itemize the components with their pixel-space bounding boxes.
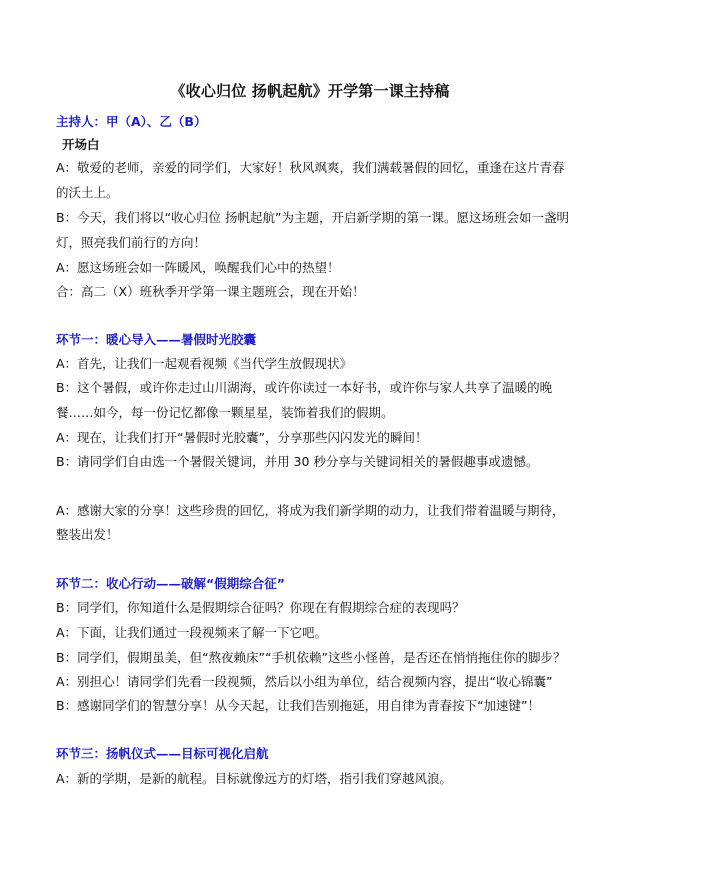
opening-line: A：敬爱的老师，亲爱的同学们，大家好！秋风飒爽，我们满载暑假的回忆，重逢在这片青春 <box>56 160 565 175</box>
opening-line: A：愿这场班会如一阵暖风，唤醒我们心中的热望！ <box>56 260 340 275</box>
opening-heading: 开场白 <box>62 137 100 152</box>
section2-line: A：下面，让我们通过一段视频来了解一下它吧。 <box>56 625 328 640</box>
section1-line: 整装出发！ <box>56 527 119 542</box>
section1-line: A：感谢大家的分享！这些珍贵的回忆，将成为我们新学期的动力，让我们带着温暖与期待， <box>56 503 565 518</box>
hosts-line: 主持人：甲（A）、乙（B） <box>56 114 207 129</box>
section1-heading: 环节一：暖心导入——暑假时光胶囊 <box>56 332 257 347</box>
section1-line: B：这个暑假，或许你走过山川湖海，或许你读过一本好书，或许你与家人共享了温暖的晚 <box>56 380 553 395</box>
section2-line: B：感谢同学们的智慧分享！从今天起，让我们告别拖延，用自律为青春按下“加速键”！ <box>56 698 541 713</box>
opening-line: 灯，照亮我们前行的方向！ <box>56 235 207 250</box>
section3-heading: 环节三：扬帆仪式——目标可视化启航 <box>56 746 269 761</box>
section2-line: B：同学们，你知道什么是假期综合征吗？你现在有假期综合症的表现吗？ <box>56 600 465 615</box>
section2-heading: 环节二：收心行动——破解“假期综合征” <box>56 576 285 591</box>
section2-line: A：别担心！请同学们先看一段视频，然后以小组为单位，结合视频内容，提出“收心锦囊” <box>56 674 553 689</box>
opening-line: 的沃土上。 <box>56 185 119 200</box>
opening-line: 合：高二（X）班秋季开学第一课主题班会，现在开始！ <box>56 284 365 299</box>
section1-line: B：请同学们自由选一个暑假关键词，并用 30 秒分享与关键词相关的暑假趣事或遗憾。 <box>56 454 539 469</box>
section1-line: A：现在，让我们打开“暑假时光胶囊”，分享那些闪闪发光的瞬间！ <box>56 430 428 445</box>
section2-line: B：同学们，假期虽美，但“熬夜赖床”“手机依赖”这些小怪兽，是否还在悄悄拖住你的脚步？ <box>56 650 566 665</box>
section3-line: A：新的学期，是新的航程。目标就像远方的灯塔，指引我们穿越风浪。 <box>56 771 453 786</box>
section1-line: A：首先，让我们一起观看视频《当代学生放假现状》 <box>56 356 353 371</box>
opening-line: B：今天，我们将以“收心归位 扬帆起航”为主题，开启新学期的第一课。愿这场班会如一盏明 <box>56 210 570 225</box>
document-title: 《收心归位 扬帆起航》开学第一课主持稿 <box>170 82 450 100</box>
section1-line: 餐……如今，每一份记忆都像一颗星星，装饰着我们的假期。 <box>56 405 394 420</box>
